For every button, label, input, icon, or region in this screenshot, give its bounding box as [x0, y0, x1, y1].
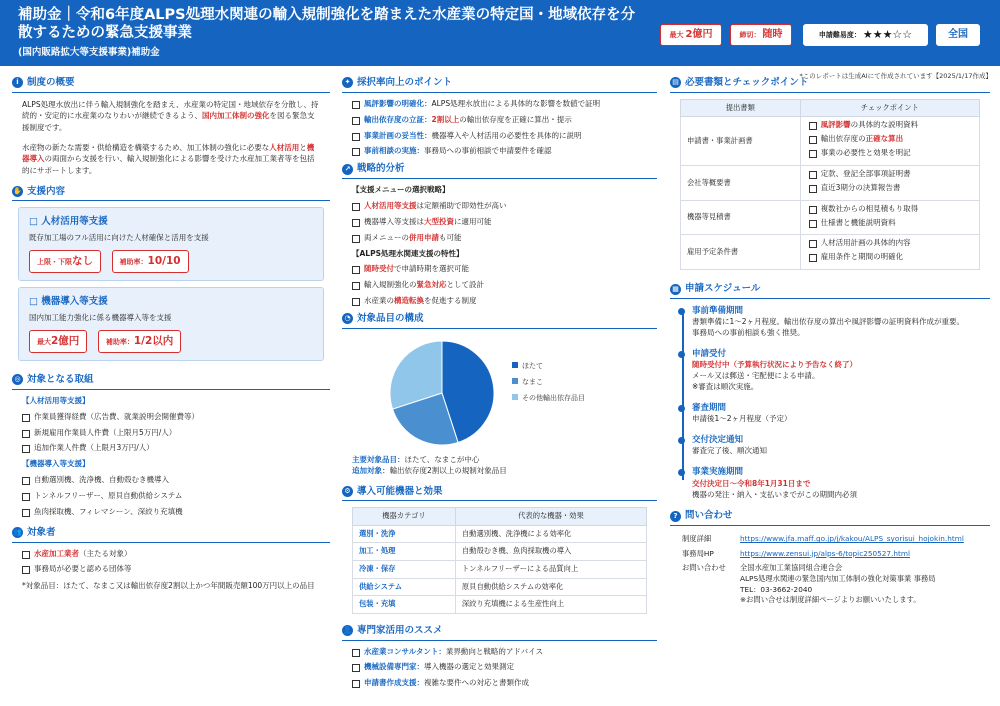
timeline-item: [692, 305, 990, 339]
list-item-bold: 輸出依存度の立証：: [364, 114, 432, 124]
table-row: [353, 596, 647, 614]
hands-icon: ✋: [13, 186, 22, 195]
list-item-text: 直近3期分の決算報告書: [820, 182, 901, 192]
pie-chart: [342, 335, 657, 455]
strategy-list-2: [342, 264, 657, 307]
list-item: 追加作業人件費（上限月3万円/人）: [34, 443, 330, 454]
strategy-list-1: [342, 201, 657, 244]
list-item: 魚肉採取機、フィレマシーン、深絞り充填機: [34, 507, 330, 518]
timeline-line: メール又は郵送・宅配便による申請。: [692, 371, 820, 381]
list-item-text: も可能: [439, 232, 462, 242]
max-amount-badge: 最大 2億円: [660, 24, 722, 46]
timeline-line: 機器の発注・納入・支払いまでがこの期間内必須: [692, 489, 857, 499]
table-cell-effect: トンネルフリーザーによる品質向上: [455, 561, 646, 579]
list-item-text: ALPS処理水放出による具体的な影響を数値で証明: [431, 98, 601, 108]
pill-rate-2: 補助率：1/2以内: [98, 330, 181, 353]
ai-note: *このレポートは生成AIにて作成されています【2025/1/17作成】: [799, 72, 992, 80]
difficulty-badge: 申請難易度： ★★★☆☆: [803, 24, 928, 46]
list-item: [821, 134, 973, 145]
support-box-personnel: □ 人材活用等支援 既存加工場のフル活用に向けた人材確保と活用を支援 上限・下限なし 補助率：10/10: [18, 207, 324, 281]
list-item: [821, 218, 973, 229]
list-item: 事務局が必要と認める団体等: [34, 564, 330, 575]
table-cell-category: 供給システム: [353, 578, 456, 596]
table-cell-checks: [800, 117, 979, 166]
list-item-text: の具体的な説明資料: [850, 120, 919, 130]
targets-list-2: [12, 475, 330, 518]
list-item-bold: 機械設備専門家：: [364, 662, 424, 672]
list-item-highlight: 正確な算出: [865, 134, 904, 144]
section-contact-heading: ? 問い合わせ: [670, 509, 990, 526]
people-icon: 👥: [13, 528, 22, 537]
list-item-text: に適用可能: [454, 216, 492, 226]
column-middle: ✦ 採択率向上のポイント 風評影響の明確化：ALPS処理水放出による具体的な影響を数値で証明 輸出依存度の立証：2割以上の輸出依存度を正確に算出・提示 事業計画の妥当性：機器導入や人材活用の必要性を具体的に説明 事前相談の実施：事務局への事前相談で申請要件を確認 ↗ 戦略的分析 【支援メニューの選択戦略】 人材活用等支援は定額補助で即効性が高い 機器導入等支援は大型投資に適用可能 両メニューの併用申請も可能 【ALPS処理水関連支援の特性】 随時受付で申請時期を選択可能 輸入規制強化の緊急対応として設計 水産業の構造転換を促進する制度 ◔ 対象品目の構成 ほたて なまこ その他輸出依存品目 主要対象品目：ほたて、なまこが中心 追加対象：輸出依存度2割以上の規制対象品目 ⚙ 導入可能機器と効果 機器カテゴリ 代表的な機器・効果 選別・洗浄 自動選別機、洗浄機による効率化 加工・処理 自動殻むき機、魚肉採取機の導入 冷凍・保存 トンネルフリーザーによる品質向上 供給システム 原貝自動供給システムの効率化 包装・充填 深絞り充填機による生産性向上 👤 専門家活用のススメ 水産業コンサルタント：業界動向と戦略的アドバイス 機械設備専門家：導入機器の選定と効果測定 申請書作成支援：複雑な要件への対応と書類作成: [342, 76, 657, 694]
column-right: [670, 76, 990, 608]
list-item: [821, 120, 973, 131]
list-item-highlight: 2割以上: [431, 114, 460, 124]
pill-max: 最大2億円: [29, 330, 87, 353]
list-item: [364, 280, 657, 291]
table-row: [353, 578, 647, 596]
list-item: [821, 169, 973, 180]
list-item-highlight: 人材活用等支援: [364, 200, 417, 210]
table-row: [353, 543, 647, 561]
person-icon: 👤: [343, 626, 352, 635]
hp-link[interactable]: https://www.zensui.jp/alps-6/topic250527.html: [740, 548, 911, 558]
list-item-highlight: 構造転換: [394, 296, 424, 306]
list-item-highlight: 随時受付: [364, 264, 394, 274]
lightbulb-icon: ✦: [342, 77, 353, 88]
table-cell-effect: 自動選別機、洗浄機による効率化: [455, 525, 646, 543]
list-item: [364, 678, 657, 689]
timeline-line: 事務局への事前相談も強く推奨。: [692, 328, 805, 338]
list-item: [364, 201, 657, 212]
pill-limit: 上限・下限なし: [29, 250, 101, 273]
document-icon: ▤: [670, 77, 681, 88]
timeline-highlight: 随時受付中（予算執行状況により予告なく終了）: [692, 360, 857, 370]
section-eligible-heading: 👥 対象者: [12, 526, 330, 543]
list-item: 水産加工業者（主たる対象）: [34, 549, 330, 560]
timeline-highlight: 交付決定日～令和8年1月31日まで: [692, 478, 811, 488]
table-cell-category: 包装・充填: [353, 596, 456, 614]
list-item: 新規雇用作業員人件費（上限月5万円/人）: [34, 428, 330, 439]
check-list: [807, 204, 973, 229]
support-box-equipment: □ 機器導入等支援 国内加工能力強化に係る機器導入等を支援 最大2億円 補助率：1/2以内: [18, 287, 324, 361]
list-item: [821, 148, 973, 159]
list-item-text: 機器導入等支援は: [364, 216, 424, 226]
section-schedule-heading: ▦ 申請スケジュール: [670, 282, 990, 299]
detail-link[interactable]: https://www.jfa.maff.go.jp/j/kakou/ALPS_syorisui_hojokin.html: [740, 534, 964, 544]
pill-rate: 補助率：10/10: [112, 250, 189, 273]
list-item: [821, 183, 973, 194]
table-row: [353, 561, 647, 579]
list-item-text: 複雑な要件への対応と書類作成: [424, 678, 529, 688]
eligible-note: *対象品目：ほたて、なまこ又は輸出依存度2割以上かつ年間販売額100万円以上の品目: [22, 581, 315, 591]
table-cell-doc: 機器等見積書: [681, 200, 801, 235]
list-item-highlight: 大型投資: [424, 216, 454, 226]
section-docs-heading: ▤ 必要書類とチェックポイント: [670, 76, 990, 93]
list-item-text: 輸入規制強化の: [364, 280, 417, 290]
targets-list-1: [12, 412, 330, 455]
list-item-bold: 事業計画の妥当性：: [364, 130, 432, 140]
table-row: [681, 200, 980, 235]
docs-table: 提出書類 チェックポイント 申請書・事業計画書 風評影響の具体的な説明資料 輸出依存度の正確な算出 事業の必要性と効果を明記 会社等概要書 定款、登記全部事項証明書 直近3期分の決算報告書 機器等見積書 複数社からの相見積もり取得 仕様書と機能説明資料 雇用予定条件書 人材活用計画の具体的内容 雇用条件と期間の明確化: [680, 99, 980, 270]
table-row: [681, 165, 980, 200]
section-points-heading: ✦ 採択率向上のポイント: [342, 76, 657, 93]
question-icon: ?: [670, 511, 681, 522]
timeline-line: 審査完了後、順次通知: [692, 446, 767, 456]
list-item-text: 両メニューの: [364, 232, 409, 242]
list-item-bold: 申請書作成支援：: [364, 678, 424, 688]
timeline-title: 交付決定通知: [692, 435, 744, 446]
list-item-bold: 事前相談の実施：: [364, 146, 424, 156]
equipment-table: 機器カテゴリ 代表的な機器・効果 選別・洗浄 自動選別機、洗浄機による効率化 加工・処理 自動殻むき機、魚肉採取機の導入 冷凍・保存 トンネルフリーザーによる品質向上 供給システム 原貝自動供給システムの効率化 包装・充填 深絞り充填機による生産性向上: [352, 507, 647, 613]
table-cell-effect: 原貝自動供給システムの効率化: [455, 578, 646, 596]
list-item-text: 複数社からの相見積もり取得: [820, 203, 919, 213]
timeline-line: ※審査は順次実施。: [692, 382, 759, 392]
list-item-text: 事務局への事前相談で申請要件を確認: [424, 146, 552, 156]
list-item: [364, 662, 657, 673]
check-list: [807, 120, 973, 159]
timeline-line: 書類準備に1～2ヶ月程度。輸出依存度の算出や風評影響の証明資料作成が重要。: [692, 317, 965, 327]
gear-icon: ⚙: [342, 486, 353, 497]
timeline-line: 申請後1～2ヶ月程度（予定）: [692, 414, 792, 424]
info-icon: i: [12, 77, 23, 88]
timeline-item: [692, 402, 990, 425]
list-item-text: 輸出依存度の: [820, 134, 866, 144]
list-item: [364, 115, 657, 126]
table-cell-checks: [800, 165, 979, 200]
list-item-text: は定額補助で即効性が高い: [416, 200, 507, 210]
legend-label-1: なまこ: [522, 377, 543, 386]
column-left: i 制度の概要 ALPS処理水放出に伴う輸入規制強化を踏まえ、水産業の特定国・地域依存を分散し、持続的・安定的に水産業のなりわいが継続できるよう、国内加工体制の強化を図る緊急支援制度です。 水産物の新たな需要・供給構造を構築するため、加工体制の強化に必要な人材活用と機器導入の両面から支援を行い、輸入規制強化による影響を受けた水産加工業者等を包括的にサポートします。 ✋ 支援内容 □ 人材活用等支援 既存加工場のフル活用に向けた人材確保と活用を支援 上限・下限なし 補助率：10/10 □ 機器導入等支援 国内加工能力強化に係る機器導入等を支援 最大2億円 補助率：1/2以内 ◎ 対象となる取組 【人材活用等支援】 作業員獲得経費（広告費、就業説明会開催費等） 新規雇用作業員人件費（上限月5万円/人） 追加作業人件費（上限月3万円/人） 【機器導入等支援】 自動選別機、洗浄機、自動殻むき機導入 トンネルフリーザー、原貝自動供給システム 魚肉採取機、フィレマシーン、深絞り充填機 👥 対象者 水産加工業者（主たる対象） 事務局が必要と認める団体等 *対象品目：ほたて、なまこ又は輸出依存度2割以上かつ年間販売額100万円以上の品目: [12, 76, 330, 600]
overview-paragraph-1: ALPS処理水放出に伴う輸入規制強化を踏まえ、水産業の特定国・地域依存を分散し、持続的・安定的に水産業のなりわいが継続できるよう、国内加工体制の強化を図る緊急支援制度です。: [22, 99, 319, 133]
points-list: [342, 99, 657, 158]
list-item: [821, 204, 973, 215]
list-item-highlight: 併用申請: [409, 232, 439, 242]
list-item: トンネルフリーザー、原貝自動供給システム: [34, 491, 330, 502]
list-item-text: として設計: [446, 280, 484, 290]
section-strategy-heading: ↗ 戦略的分析: [342, 162, 657, 179]
deadline-badge: 締切： 随時: [730, 24, 792, 46]
target-icon: ◎: [12, 374, 23, 385]
table-cell-category: 選別・洗浄: [353, 525, 456, 543]
calendar-icon: ▦: [670, 284, 681, 295]
page-title: 補助金｜令和6年度ALPS処理水関連の輸入規制強化を踏まえた水産業の特定国・地域依存を分散するための緊急支援事業: [18, 7, 636, 41]
region-badge: 全国: [936, 24, 980, 46]
list-item-text: 人材活用計画の具体的内容: [820, 238, 911, 248]
timeline-item: [692, 466, 990, 500]
legend-label-0: ほたて: [522, 361, 543, 370]
list-item: [821, 238, 973, 249]
section-overview-heading: i 制度の概要: [12, 76, 330, 93]
list-item-bold: 水産業コンサルタント：: [364, 646, 446, 656]
list-item-text: 雇用条件と期間の明確化: [820, 252, 904, 262]
timeline-title: 申請受付: [692, 349, 727, 360]
list-item: [364, 146, 657, 157]
list-item: [364, 217, 657, 228]
list-item-text: 定款、登記全部事項証明書: [820, 168, 911, 178]
table-cell-doc: 雇用予定条件書: [681, 235, 801, 270]
section-experts-heading: 👤 専門家活用のススメ: [342, 624, 657, 641]
list-item-text: で申請時期を選択可能: [394, 264, 469, 274]
list-item: [364, 264, 657, 275]
table-cell-category: 加工・処理: [353, 543, 456, 561]
list-item-text: 導入機器の選定と効果測定: [424, 662, 514, 672]
section-equipment-heading: ⚙ 導入可能機器と効果: [342, 485, 657, 502]
list-item-highlight: 緊急対応: [416, 280, 447, 290]
check-list: [807, 169, 973, 194]
table-row: [353, 525, 647, 543]
table-cell-effect: 自動殻むき機、魚肉採取機の導入: [455, 543, 646, 561]
list-item: 作業員獲得経費（広告費、就業説明会開催費等）: [34, 412, 330, 423]
page-subtitle: (国内販路拡大等支援事業)補助金: [18, 47, 160, 58]
legend-label-2: その他輸出依存品目: [522, 393, 585, 402]
list-item: [364, 99, 657, 110]
table-cell-effect: 深絞り充填機による生産性向上: [455, 596, 646, 614]
header-banner: [0, 0, 1000, 66]
list-item-text: 業界動向と戦略的アドバイス: [445, 646, 544, 656]
list-item-text: を促進する制度: [424, 296, 477, 306]
legend-swatch-1: [512, 378, 518, 384]
legend-swatch-2: [512, 394, 518, 400]
eligible-list: [12, 549, 330, 576]
list-item-text: の輸出依存度を正確に算出・提示: [459, 114, 572, 124]
timeline-item: [692, 434, 990, 457]
timeline-title: 審査期間: [692, 402, 727, 413]
table-cell-checks: [800, 200, 979, 235]
section-products-heading: ◔ 対象品目の構成: [342, 312, 657, 329]
table-cell-doc: 会社等概要書: [681, 165, 801, 200]
pie-icon: ◔: [342, 313, 353, 324]
chart-icon: ↗: [342, 164, 353, 175]
list-item: [821, 252, 973, 263]
list-item: 自動選別機、洗浄機、自動殻むき機導入: [34, 475, 330, 486]
timeline-title: 事前準備期間: [692, 305, 744, 316]
check-list: [807, 238, 973, 263]
schedule-timeline: [670, 305, 990, 500]
equipment-table-wrap: [342, 507, 657, 613]
pie-chart-area: [342, 335, 657, 455]
list-item: [364, 131, 657, 142]
timeline-title: 事業実施期間: [692, 467, 744, 478]
list-item-highlight: 風評影響: [820, 120, 851, 130]
products-summary: 主要対象品目：ほたて、なまこが中心 追加対象：輸出依存度2割以上の規制対象品目: [352, 454, 507, 475]
list-item-text: 水産業の: [364, 296, 394, 306]
list-item-text: 仕様書と機能説明資料: [820, 217, 896, 227]
contact-table: 制度詳細 https://www.jfa.maff.go.jp/j/kakou/ALPS_syorisui_hojokin.html 事務局HP https://www.zensui.jp/alps-6/topic250527.html お問い合わせ 全国水産加工業協同組合連合会 ALPS処理水関連の緊急国内加工体制の強化対策事業 事務局 TEL：03-3662-2040 ※お問い合せは制度詳細ページよりお願いいたします。: [682, 534, 964, 605]
table-cell-doc: 申請書・事業計画書: [681, 117, 801, 166]
list-item-text: 機器導入や人材活用の必要性を具体的に説明: [431, 130, 582, 140]
table-cell-checks: [800, 235, 979, 270]
list-item: [364, 647, 657, 658]
list-item: [364, 296, 657, 307]
section-support-heading: ✋ 支援内容: [12, 185, 330, 202]
list-item: [364, 233, 657, 244]
overview-paragraph-2: 水産物の新たな需要・供給構造を構築するため、加工体制の強化に必要な人材活用と機器導入の両面から支援を行い、輸入規制強化による影響を受けた水産加工業者等を包括的にサポートします。: [22, 142, 315, 175]
table-cell-category: 冷凍・保存: [353, 561, 456, 579]
list-item-text: 事業の必要性と効果を明記: [820, 148, 911, 158]
section-targets-heading: ◎ 対象となる取組: [12, 373, 330, 390]
table-row: [681, 235, 980, 270]
experts-list: [342, 647, 657, 690]
timeline-item: [692, 348, 990, 393]
docs-table-wrap: [670, 99, 990, 270]
legend-swatch-0: [512, 362, 518, 368]
list-item-bold: 風評影響の明確化：: [364, 98, 432, 108]
table-row: [681, 117, 980, 166]
